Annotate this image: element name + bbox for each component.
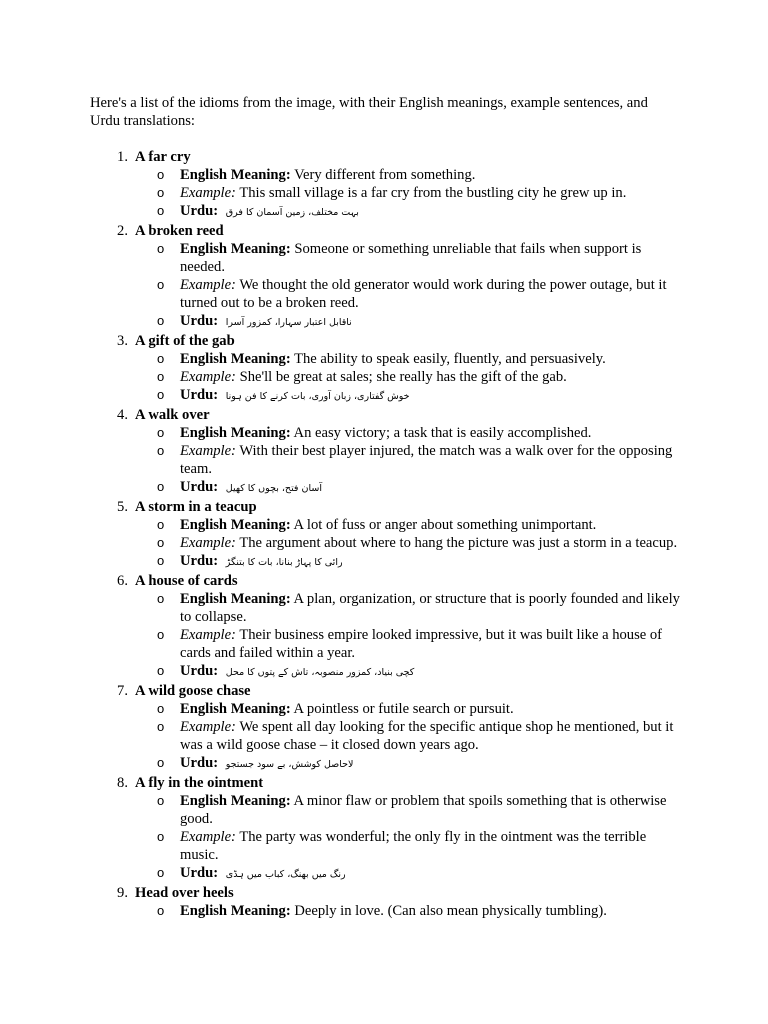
example-sentence-text: We thought the old generator would work during the power outage, but it turned out to be a broken reed. bbox=[180, 277, 667, 311]
bullet-icon: o bbox=[157, 627, 165, 642]
idiom-title: A storm in a teacup bbox=[135, 499, 257, 515]
english-meaning-label: English Meaning: bbox=[180, 425, 291, 441]
example-sentence bbox=[135, 442, 680, 478]
example-sentence-label: Example: bbox=[180, 443, 236, 459]
english-meaning-label: English Meaning: bbox=[180, 241, 291, 257]
idiom-item bbox=[90, 774, 680, 884]
english-meaning bbox=[135, 516, 680, 534]
bullet-icon: o bbox=[157, 313, 165, 328]
example-sentence-text: The party was wonderful; the only fly in the ointment was the terrible music. bbox=[180, 829, 647, 863]
idiom-number: 8. bbox=[117, 775, 128, 791]
urdu-translation bbox=[135, 312, 680, 332]
urdu-translation bbox=[135, 552, 680, 572]
example-sentence-label: Example: bbox=[180, 829, 236, 845]
bullet-icon: o bbox=[157, 351, 165, 366]
example-sentence-text: She'll be great at sales; she really has the gift of the gab. bbox=[239, 369, 567, 385]
bullet-icon: o bbox=[157, 277, 165, 292]
idiom-number: 7. bbox=[117, 683, 128, 699]
bullet-icon: o bbox=[157, 591, 165, 606]
urdu-translation-label: Urdu: bbox=[180, 865, 219, 881]
example-sentence-label: Example: bbox=[180, 369, 236, 385]
english-meaning bbox=[135, 590, 680, 626]
urdu-translation-label: Urdu: bbox=[180, 313, 219, 329]
example-sentence-text: Their business empire looked impressive, but it was built like a house of cards and failed within a year. bbox=[180, 627, 663, 661]
example-sentence-label: Example: bbox=[180, 627, 236, 643]
idiom-list bbox=[90, 148, 680, 920]
idiom-details bbox=[135, 240, 680, 332]
idiom-details bbox=[135, 516, 680, 572]
idiom-details bbox=[135, 700, 680, 774]
idiom-title: A gift of the gab bbox=[135, 333, 235, 349]
bullet-icon: o bbox=[157, 241, 165, 256]
idiom-number: 5. bbox=[117, 499, 128, 515]
bullet-icon: o bbox=[157, 701, 165, 716]
idiom-details bbox=[135, 424, 680, 498]
english-meaning-label: English Meaning: bbox=[180, 903, 291, 919]
example-sentence-text: The argument about where to hang the picture was just a storm in a teacup. bbox=[239, 535, 678, 551]
english-meaning-text: A plan, organization, or structure that is poorly founded and likely to collapse. bbox=[180, 591, 680, 625]
english-meaning-text: An easy victory; a task that is easily accomplished. bbox=[293, 425, 592, 441]
urdu-translation-label: Urdu: bbox=[180, 755, 219, 771]
urdu-translation-text: آسان فتح، بچوں کا کھیل bbox=[225, 483, 322, 494]
bullet-icon: o bbox=[157, 203, 165, 218]
english-meaning bbox=[135, 350, 680, 368]
intro-paragraph: Here's a list of the idioms from the image, with their English meanings, example sentences, and Urdu translations: bbox=[90, 95, 648, 129]
urdu-translation-label: Urdu: bbox=[180, 387, 219, 403]
idiom-number: 3. bbox=[117, 333, 128, 349]
english-meaning-label: English Meaning: bbox=[180, 517, 291, 533]
english-meaning-text: A minor flaw or problem that spoils something that is otherwise good. bbox=[180, 793, 667, 827]
urdu-translation-text: لاحاصل کوشش، بے سود جستجو bbox=[225, 759, 354, 770]
idiom-item bbox=[90, 884, 680, 920]
example-sentence-label: Example: bbox=[180, 185, 236, 201]
bullet-icon: o bbox=[157, 443, 165, 458]
example-sentence bbox=[135, 718, 680, 754]
urdu-translation bbox=[135, 662, 680, 682]
bullet-icon: o bbox=[157, 369, 165, 384]
english-meaning-text: Very different from something. bbox=[294, 167, 476, 183]
urdu-translation-text: کچی بنیاد، کمزور منصوبہ، تاش کے پتوں کا محل bbox=[225, 667, 415, 678]
english-meaning-text: Deeply in love. (Can also mean physically tumbling). bbox=[294, 903, 607, 919]
urdu-translation-text: بہت مختلف، زمین آسمان کا فرق bbox=[225, 207, 359, 218]
example-sentence-text: We spent all day looking for the specific antique shop he mentioned, but it was a wild goose chase – it closed down years ago. bbox=[180, 719, 674, 753]
english-meaning-text: A pointless or futile search or pursuit. bbox=[293, 701, 514, 717]
document-page bbox=[90, 94, 680, 920]
bullet-icon: o bbox=[157, 903, 165, 918]
idiom-details bbox=[135, 792, 680, 884]
urdu-translation-text: رنگ میں بھنگ، کباب میں ہڈی bbox=[225, 869, 346, 880]
idiom-details bbox=[135, 590, 680, 682]
example-sentence bbox=[135, 534, 680, 552]
idiom-item bbox=[90, 332, 680, 406]
idiom-item bbox=[90, 682, 680, 774]
english-meaning bbox=[135, 902, 680, 920]
bullet-icon: o bbox=[157, 517, 165, 532]
example-sentence-label: Example: bbox=[180, 277, 236, 293]
english-meaning bbox=[135, 424, 680, 442]
idiom-title: A broken reed bbox=[135, 223, 224, 239]
idiom-item bbox=[90, 406, 680, 498]
idiom-title: A wild goose chase bbox=[135, 683, 251, 699]
example-sentence bbox=[135, 626, 680, 662]
urdu-translation bbox=[135, 754, 680, 774]
urdu-translation-text: خوش گفتاری، زبان آوری، بات کرنے کا فن ہونا bbox=[225, 391, 410, 402]
english-meaning-label: English Meaning: bbox=[180, 793, 291, 809]
urdu-translation bbox=[135, 386, 680, 406]
idiom-item bbox=[90, 148, 680, 222]
idiom-details bbox=[135, 350, 680, 406]
idiom-number: 2. bbox=[117, 223, 128, 239]
urdu-translation bbox=[135, 202, 680, 222]
idiom-title: A far cry bbox=[135, 149, 191, 165]
bullet-icon: o bbox=[157, 185, 165, 200]
idiom-number: 9. bbox=[117, 885, 128, 901]
bullet-icon: o bbox=[157, 535, 165, 550]
idiom-number: 6. bbox=[117, 573, 128, 589]
example-sentence bbox=[135, 368, 680, 386]
english-meaning bbox=[135, 240, 680, 276]
idiom-title: A fly in the ointment bbox=[135, 775, 264, 791]
bullet-icon: o bbox=[157, 793, 165, 808]
idiom-item bbox=[90, 498, 680, 572]
english-meaning bbox=[135, 166, 680, 184]
idiom-number: 4. bbox=[117, 407, 128, 423]
bullet-icon: o bbox=[157, 829, 165, 844]
bullet-icon: o bbox=[157, 553, 165, 568]
bullet-icon: o bbox=[157, 479, 165, 494]
urdu-translation-label: Urdu: bbox=[180, 479, 219, 495]
example-sentence bbox=[135, 276, 680, 312]
english-meaning-label: English Meaning: bbox=[180, 701, 291, 717]
urdu-translation-label: Urdu: bbox=[180, 663, 219, 679]
example-sentence-text: This small village is a far cry from the bustling city he grew up in. bbox=[239, 185, 627, 201]
english-meaning-label: English Meaning: bbox=[180, 351, 291, 367]
bullet-icon: o bbox=[157, 865, 165, 880]
bullet-icon: o bbox=[157, 387, 165, 402]
english-meaning bbox=[135, 792, 680, 828]
idiom-details bbox=[135, 902, 680, 920]
idiom-number: 1. bbox=[117, 149, 128, 165]
english-meaning-label: English Meaning: bbox=[180, 167, 291, 183]
english-meaning-text: The ability to speak easily, fluently, and persuasively. bbox=[294, 351, 606, 367]
urdu-translation-text: ناقابل اعتبار سہارا، کمزور آسرا bbox=[225, 317, 352, 328]
idiom-title: A walk over bbox=[135, 407, 210, 423]
example-sentence bbox=[135, 184, 680, 202]
bullet-icon: o bbox=[157, 425, 165, 440]
example-sentence-label: Example: bbox=[180, 719, 236, 735]
example-sentence bbox=[135, 828, 680, 864]
english-meaning-label: English Meaning: bbox=[180, 591, 291, 607]
urdu-translation-text: رائی کا پہاڑ بنانا، بات کا بتنگڑ bbox=[225, 557, 343, 568]
english-meaning bbox=[135, 700, 680, 718]
bullet-icon: o bbox=[157, 755, 165, 770]
bullet-icon: o bbox=[157, 719, 165, 734]
idiom-title: A house of cards bbox=[135, 573, 238, 589]
example-sentence-text: With their best player injured, the match was a walk over for the opposing team. bbox=[180, 443, 673, 477]
bullet-icon: o bbox=[157, 663, 165, 678]
urdu-translation bbox=[135, 478, 680, 498]
english-meaning-text: A lot of fuss or anger about something unimportant. bbox=[293, 517, 597, 533]
english-meaning-text: Someone or something unreliable that fails when support is needed. bbox=[180, 241, 642, 275]
idiom-details bbox=[135, 166, 680, 222]
urdu-translation-label: Urdu: bbox=[180, 203, 219, 219]
urdu-translation-label: Urdu: bbox=[180, 553, 219, 569]
bullet-icon: o bbox=[157, 167, 165, 182]
example-sentence-label: Example: bbox=[180, 535, 236, 551]
idiom-item bbox=[90, 572, 680, 682]
idiom-item bbox=[90, 222, 680, 332]
idiom-title: Head over heels bbox=[135, 885, 234, 901]
urdu-translation bbox=[135, 864, 680, 884]
